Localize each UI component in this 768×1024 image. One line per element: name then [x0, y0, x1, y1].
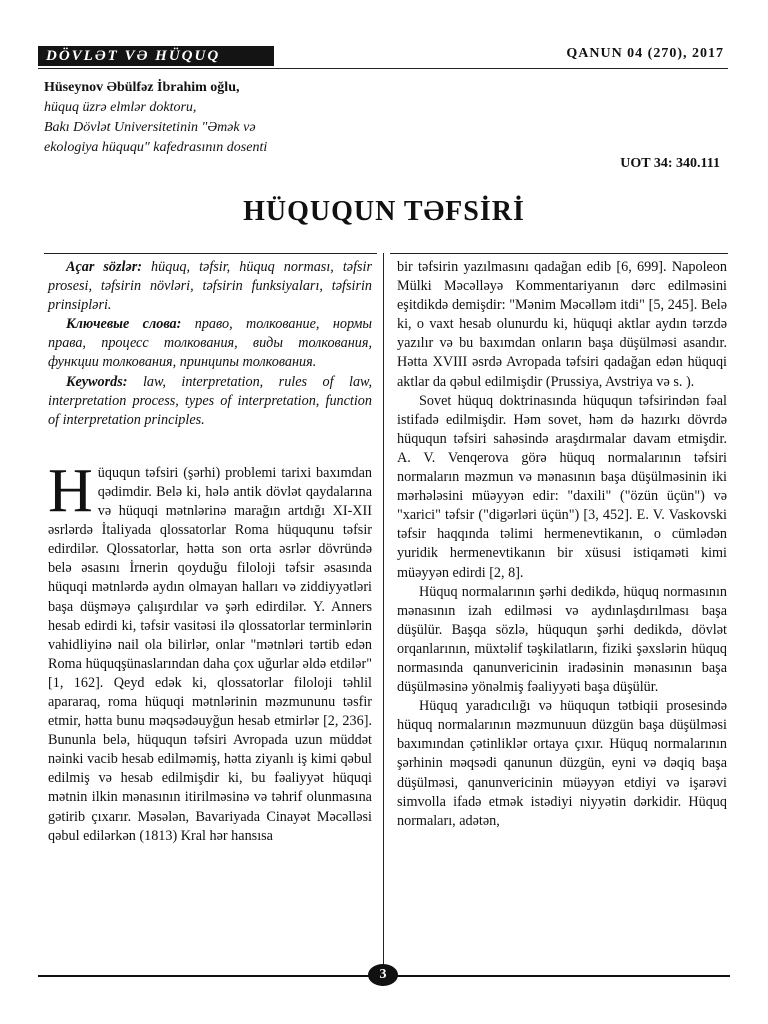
author-block	[44, 78, 267, 158]
article-title: HÜQUQUN TƏFSİRİ	[243, 196, 525, 227]
paragraph-law-making: Hüquq yaradıcılığı və hüququn tətbiqii prosesində hüquq normalarının məzmunuun düzgün başa düşülməsi baxımından çətinliklər ortaya çıxır. Hüquq normalarının şərhinin məqsədi qanunun düzgün, eyni və dəqiq başa düşülməsi, qanunvericinin müəyyən etdiyi və işarəvi simvolla ifadə etmək istədiyi niyyətin dərkidir. Hüquq normaları, adətən,	[397, 698, 727, 829]
intro-paragraph	[48, 456, 372, 846]
page-number: 3	[368, 964, 398, 986]
keywords-en-label: Keywords:	[66, 373, 128, 390]
keywords-block	[48, 258, 372, 430]
author-name: Hüseynov Əbülfəz İbrahim oğlu,	[44, 80, 240, 95]
keywords-az-label: Açar sözlər:	[66, 259, 143, 275]
keywords-az-text: hüquq, təfsir, hüquq norması, təfsir prosesi, təfsirin növləri, təfsirin funksiyaları, təfsirin prinsipləri.	[48, 259, 372, 314]
paragraph-norm-interpretation: Hüquq normalarının şərhi dedikdə, hüquq normasının mənasının izah edilməsi və aydınlaşdırılması başa düşülür. Başqa sözlə, hüququn şərhi dedikdə, dövlət orqanlarının, müxtəlif təşkilatların, fiziki şəxslərin hüquq normasında qanunvericinin iradəsinin mənasının başa düşülməsinə yönəlmiş fəaliyyəti başa düşülür.	[397, 583, 727, 696]
keywords-az	[48, 258, 372, 315]
issue-info: QANUN 04 (270), 2017	[566, 46, 724, 61]
right-column-rule	[390, 253, 728, 254]
intro-paragraph-text: üququn təfsiri (şərhi) problemi tarixi baxımdan qədimdir. Belə ki, hələ antik dövlət qaydalarına və hüquqi mətnlərinə marağın artdığı XI-XII əsrlərdə İtaliyada qlossatorlar Roma hüququnu təfsir edirdilər. Qlossatorlar, hətta son orta əsrlər dövründə belə əsasını İrnerin qoyduğu filoloji təfsir əsasında hüquqi mətnlərdə aydın olmayan halları və ziddiyyətləri başa düşməyə çalışırdılar və şərh edirdilər. Y. Anners hesab edirdi ki, təfsir vasitəsi ilə qlossatorlar terminlərin vahidliyinə nail ola bilirlər, onlar "mətnləri tərtib edən Roma hüquqşünaslarından daha çox uğurlar əldə etdilər" [1, 162]. Qeyd edək ki, qlossatorlar filoloji təhlil apararaq, roma hüquqi mətnlərinin məzmununu təsfir etmir, hətta bunu məqsədəuyğun hesab etmirlər [2, 236]. Bununla belə, hüququn təfsiri Avropada uzun müddət nəinki vacib hesab edilməmiş, hətta ziyanlı iş kimi qəbul edilmiş və hesab edilmişdir ki, bu fəaliyyət hüquqi mətnin ilkin mənasının itirilməsinə və təhrif olunmasına gətirib çıxarır. Məsələn, Bavariyada Cinayət Məcəlləsi qəbul edilərkən (1813) Kral hər hansısa	[48, 464, 372, 844]
right-column	[397, 258, 727, 831]
uot-code: UOT 34: 340.111	[620, 156, 720, 171]
keywords-en	[48, 373, 372, 430]
drop-cap: H	[48, 456, 93, 525]
left-column	[48, 258, 372, 846]
author-degree: hüquq üzrə elmlər doktoru,	[44, 100, 197, 115]
keywords-en-text: law, interpretation, rules of law, interpretation process, types of interpretation, function of interpretation principles.	[48, 373, 372, 428]
paragraph-continued: bir təfsirin yazılmasını qadağan edib [6, 699]. Napoleon Mülki Məcəlləyə Kommentariyanın dərc edilməsini eşitdikdə demişdir: "Mənim Məcəlləm itdi" [5, 245]. Belə ki, o vaxt hesab olunurdu ki, hüquqi aktlar aydın tərzdə yazılır və bu baxımdan onların başa düşülməsi asandır. Hətta XVIII əsrdə Avropada təfsiri qadağan edən hüquqi aktlar da qəbul edilmişdir (Prussiya, Avstriya və s. ).	[397, 259, 727, 390]
keywords-ru-text: право, толкование, нормы права, процесс толкования, виды толкования, функции толкования, принципы толкования.	[48, 316, 373, 371]
header-rule	[38, 68, 728, 69]
left-column-rule	[44, 253, 377, 254]
author-affiliation-2: ekologiya hüququ" kafedrasının dosenti	[44, 140, 268, 155]
journal-title: DÖVLƏT VƏ HÜQUQ	[38, 46, 274, 66]
author-affiliation-1: Bakı Dövlət Universitetinin "Əmək və	[44, 120, 256, 135]
paragraph-soviet-doctrine: Sovet hüquq doktrinasında hüququn təfsirindən fəal istifadə edilmişdir. Həm sovet, həm də hazırkı dövrdə hüququn təfsiri sahəsində araşdırmalar davam etmişdir. A. V. Venqerova görə hüquq normalarının təfsiri normaların məzmun və mənasının başa düşülməsinin iki mərhələsini müəyyən edir: "daxili" ("özün üçün") və "xarici" təfsir ("digərləri üçün") [3, 452]. E. V. Vaskovski təfsir haqqında təlimi hermenevtikanın, o cümlədən yuridik hermenevtikanın bir xüsusi istiqaməti kimi müəyyən edirdi [2, 8].	[397, 392, 727, 581]
column-divider	[383, 253, 384, 968]
keywords-ru	[48, 315, 372, 372]
keywords-ru-label: Ключевые слова:	[66, 316, 182, 333]
